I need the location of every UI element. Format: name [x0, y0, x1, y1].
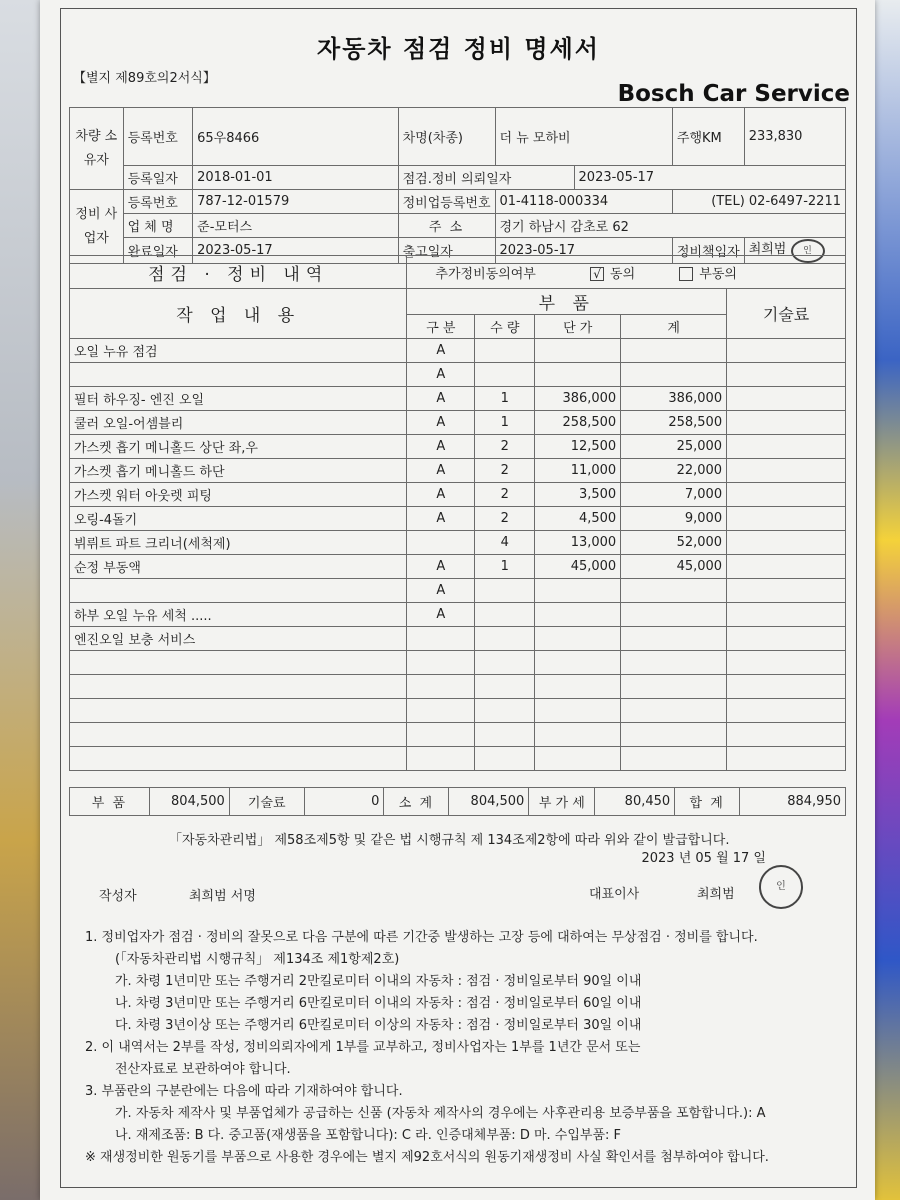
- table-row: [70, 435, 846, 459]
- work-cell: [70, 651, 407, 675]
- tech-cell: [727, 531, 846, 555]
- price-cell: [535, 339, 621, 363]
- total-cell: [621, 651, 727, 675]
- writer-label: 작성자: [99, 889, 137, 904]
- tech-cell: [727, 435, 846, 459]
- tech-header: 기술료: [727, 289, 846, 339]
- shop-section: 정비 사업자: [70, 190, 124, 264]
- price-cell: 386,000: [535, 387, 621, 411]
- total-cell: [621, 723, 727, 747]
- work-cell: 가스켓 흡기 메니홀드 상단 좌,우: [70, 435, 407, 459]
- qty-cell: 1: [475, 387, 535, 411]
- total-cell: 7,000: [621, 483, 727, 507]
- table-row: [70, 387, 846, 411]
- price-cell: 3,500: [535, 483, 621, 507]
- writer-name: 최희범 서명: [189, 889, 256, 904]
- tech-cell: [727, 555, 846, 579]
- table-row: [70, 627, 846, 651]
- work-cell: 엔진오일 보충 서비스: [70, 627, 407, 651]
- grand-total-label: 합 계: [675, 788, 740, 816]
- tech-cell: [727, 747, 846, 771]
- work-cell: 가스켓 워터 아웃렛 피팅: [70, 483, 407, 507]
- tech-cell: [727, 483, 846, 507]
- notes-section: [85, 927, 845, 1169]
- type-cell: A: [407, 363, 475, 387]
- qty-cell: [475, 363, 535, 387]
- type-cell: [407, 531, 475, 555]
- mileage-label: 주행KM: [672, 108, 744, 166]
- total-cell: [621, 363, 727, 387]
- mileage: 233,830: [744, 108, 845, 166]
- total-cell: [621, 675, 727, 699]
- table-row: [70, 411, 846, 435]
- consent-label: 추가정비동의여부: [435, 266, 536, 282]
- qty-cell: [475, 675, 535, 699]
- agree-label: 동의: [610, 266, 636, 282]
- details-table: [69, 255, 846, 771]
- owner-reg-date-label: 등록일자: [123, 166, 193, 190]
- total-cell: [621, 699, 727, 723]
- vat: 80,450: [595, 788, 675, 816]
- price-cell: [535, 723, 621, 747]
- table-row: [70, 699, 846, 723]
- work-cell: 순정 부동액: [70, 555, 407, 579]
- table-row: [70, 363, 846, 387]
- work-cell: [70, 699, 407, 723]
- manager-name: 최희범: [748, 242, 787, 257]
- release-date-label: 출고일자: [398, 238, 495, 264]
- qty-cell: [475, 339, 535, 363]
- table-row: [70, 651, 846, 675]
- parts-total: 804,500: [149, 788, 229, 816]
- price-cell: [535, 699, 621, 723]
- model-label: 차명(차종): [398, 108, 495, 166]
- done-date: 2023-05-17: [193, 238, 398, 264]
- col-total: 계: [621, 315, 727, 339]
- tech-cell: [727, 459, 846, 483]
- note-line: ※ 재생정비한 원동기를 부품으로 사용한 경우에는 별지 제92호서식의 원동기재생정비 사실 확인서를 첨부하여야 합니다.: [85, 1150, 769, 1165]
- table-row: [70, 507, 846, 531]
- type-cell: [407, 627, 475, 651]
- table-row: [70, 339, 846, 363]
- type-cell: A: [407, 579, 475, 603]
- model: 더 뉴 모하비: [495, 108, 672, 166]
- price-cell: [535, 627, 621, 651]
- qty-cell: 2: [475, 483, 535, 507]
- cert-law-text: 「자동차관리법」 제58조제5항 및 같은 법 시행규칙 제 134조제2항에 따라 위와 같이 발급합니다.: [169, 833, 730, 848]
- type-cell: A: [407, 555, 475, 579]
- col-type: 구 분: [407, 315, 475, 339]
- details-section-title: 점검 · 정비 내역: [70, 256, 407, 289]
- owner-section: 차량 소유자: [70, 108, 124, 190]
- work-cell: [70, 747, 407, 771]
- table-row: [70, 723, 846, 747]
- tech-cell: [727, 339, 846, 363]
- type-cell: A: [407, 603, 475, 627]
- price-cell: [535, 747, 621, 771]
- qty-cell: [475, 747, 535, 771]
- price-cell: 45,000: [535, 555, 621, 579]
- grand-total: 884,950: [740, 788, 846, 816]
- ceo-label: 대표이사: [589, 887, 640, 902]
- table-row: [70, 483, 846, 507]
- shop-name: 준-모터스: [193, 214, 398, 238]
- tech-cell: [727, 387, 846, 411]
- subtotal: 804,500: [449, 788, 529, 816]
- total-cell: [621, 747, 727, 771]
- qty-cell: [475, 699, 535, 723]
- work-cell: 뷔뤼트 파트 크리너(세척제): [70, 531, 407, 555]
- type-cell: [407, 747, 475, 771]
- work-cell: 가스켓 흡기 메니홀드 하단: [70, 459, 407, 483]
- shop-tel: (TEL) 02-6497-2211: [672, 190, 845, 214]
- note-line: 가. 자동차 제작사 및 부품업체가 공급하는 신품 (자동차 제작사의 경우에는 사후관리용 보증부품을 포함합니다.): A: [115, 1106, 766, 1121]
- qty-cell: 2: [475, 435, 535, 459]
- note-line: 전산자료로 보관하여야 합니다.: [115, 1062, 291, 1077]
- work-cell: [70, 723, 407, 747]
- work-cell: 쿨러 오일-어셈블리: [70, 411, 407, 435]
- type-cell: A: [407, 387, 475, 411]
- tech-cell: [727, 651, 846, 675]
- certification: [69, 817, 846, 927]
- total-cell: 52,000: [621, 531, 727, 555]
- disagree-label: 부동의: [699, 266, 737, 282]
- ceo-stamp: 인: [759, 865, 803, 909]
- table-row: [70, 555, 846, 579]
- type-cell: A: [407, 411, 475, 435]
- tech-cell: [727, 363, 846, 387]
- type-cell: A: [407, 435, 475, 459]
- note-line: (「자동차관리법 시행규칙」 제134조 제1항제2호): [115, 952, 400, 967]
- ceo-name: 최희범: [697, 887, 735, 902]
- done-date-label: 완료일자: [123, 238, 193, 264]
- work-cell: 오링-4돌기: [70, 507, 407, 531]
- shop-name-label: 업 체 명: [123, 214, 193, 238]
- tech-cell: [727, 627, 846, 651]
- work-cell: [70, 675, 407, 699]
- type-cell: A: [407, 459, 475, 483]
- manager-label: 정비책임자: [672, 238, 744, 264]
- table-row: [70, 747, 846, 771]
- table-row: [70, 531, 846, 555]
- price-cell: [535, 603, 621, 627]
- type-cell: [407, 723, 475, 747]
- work-cell: [70, 363, 407, 387]
- vat-label: 부 가 세: [529, 788, 595, 816]
- total-cell: [621, 339, 727, 363]
- type-cell: A: [407, 339, 475, 363]
- price-cell: 4,500: [535, 507, 621, 531]
- price-cell: 12,500: [535, 435, 621, 459]
- total-cell: [621, 579, 727, 603]
- request-date: 2023-05-17: [574, 166, 845, 190]
- price-cell: 258,500: [535, 411, 621, 435]
- qty-cell: 1: [475, 411, 535, 435]
- total-cell: 22,000: [621, 459, 727, 483]
- tech-cell: [727, 507, 846, 531]
- type-cell: [407, 675, 475, 699]
- parts-header: 부 품: [407, 289, 727, 315]
- price-cell: 11,000: [535, 459, 621, 483]
- note-line: 3. 부품란의 구분란에는 다음에 따라 기재하여야 합니다.: [85, 1084, 403, 1099]
- type-cell: A: [407, 507, 475, 531]
- qty-cell: 2: [475, 507, 535, 531]
- qty-cell: [475, 603, 535, 627]
- work-cell: 오일 누유 점검: [70, 339, 407, 363]
- note-line: 나. 재제조품: B 다. 중고품(재생품을 포함합니다): C 라. 인증대체부품: D 마. 수입부품: F: [115, 1128, 622, 1143]
- document-title: 자동차 점검 정비 명세서: [317, 35, 600, 63]
- note-line: 다. 차령 3년이상 또는 주행거리 6만킬로미터 이상의 자동차 : 점검 · 정비일로부터 30일 이내: [115, 1018, 642, 1033]
- tech-cell: [727, 411, 846, 435]
- address-label: 주 소: [398, 214, 495, 238]
- request-date-label: 점검.정비 의뢰일자: [398, 166, 574, 190]
- work-cell: [70, 579, 407, 603]
- biz-no-label: 정비업등록번호: [398, 190, 495, 214]
- tech-cell: [727, 579, 846, 603]
- shop-reg-no: 787-12-01579: [193, 190, 398, 214]
- total-cell: 9,000: [621, 507, 727, 531]
- total-cell: 45,000: [621, 555, 727, 579]
- cert-date: 2023 년 05 월 17 일: [641, 851, 766, 866]
- type-cell: [407, 651, 475, 675]
- qty-cell: [475, 579, 535, 603]
- price-cell: [535, 651, 621, 675]
- price-cell: [535, 363, 621, 387]
- table-row: [70, 459, 846, 483]
- address: 경기 하남시 감초로 62: [495, 214, 846, 238]
- parts-total-label: 부 품: [70, 788, 150, 816]
- tech-cell: [727, 699, 846, 723]
- biz-no: 01-4118-000334: [495, 190, 672, 214]
- price-cell: [535, 579, 621, 603]
- qty-cell: [475, 627, 535, 651]
- form-number: 【별지 제89호의2서식】: [73, 71, 216, 86]
- owner-reg-date: 2018-01-01: [193, 166, 398, 190]
- owner-reg-no: 65우8466: [193, 108, 398, 166]
- tech-total-label: 기술료: [229, 788, 304, 816]
- totals-table: [69, 787, 846, 816]
- agree-checkbox[interactable]: √: [590, 267, 604, 281]
- tech-cell: [727, 675, 846, 699]
- note-line: 1. 정비업자가 점검 · 정비의 잘못으로 다음 구분에 따른 기간중 발생하는 고장 등에 대하여는 무상점검 · 정비를 합니다.: [85, 930, 758, 945]
- table-row: [70, 603, 846, 627]
- manager-stamp: 인: [791, 239, 825, 263]
- table-row: [70, 579, 846, 603]
- brand-name: Bosch Car Service: [617, 81, 850, 107]
- qty-cell: [475, 723, 535, 747]
- owner-reg-no-label: 등록번호: [123, 108, 193, 166]
- total-cell: 258,500: [621, 411, 727, 435]
- col-price: 단 가: [535, 315, 621, 339]
- shop-reg-no-label: 등록번호: [123, 190, 193, 214]
- note-line: 2. 이 내역서는 2부를 작성, 정비의뢰자에게 1부를 교부하고, 정비사업자는 1부를 1년간 문서 또는: [85, 1040, 641, 1055]
- tech-cell: [727, 723, 846, 747]
- work-cell: 필터 하우징- 엔진 오일: [70, 387, 407, 411]
- tech-cell: [727, 603, 846, 627]
- qty-cell: 2: [475, 459, 535, 483]
- work-cell: 하부 오일 누유 세척 .....: [70, 603, 407, 627]
- price-cell: 13,000: [535, 531, 621, 555]
- qty-cell: [475, 651, 535, 675]
- table-row: [70, 675, 846, 699]
- subtotal-label: 소 계: [384, 788, 449, 816]
- total-cell: [621, 627, 727, 651]
- disagree-checkbox[interactable]: [679, 267, 693, 281]
- release-date: 2023-05-17: [495, 238, 672, 264]
- note-line: 나. 차령 3년미만 또는 주행거리 6만킬로미터 이내의 자동차 : 점검 · 정비일로부터 60일 이내: [115, 996, 642, 1011]
- type-cell: A: [407, 483, 475, 507]
- consent-cell: [407, 256, 846, 289]
- total-cell: [621, 603, 727, 627]
- col-qty: 수 량: [475, 315, 535, 339]
- total-cell: 25,000: [621, 435, 727, 459]
- info-table: [69, 107, 846, 264]
- form-sheet: [60, 8, 857, 1188]
- qty-cell: 1: [475, 555, 535, 579]
- work-header: 작 업 내 용: [70, 289, 407, 339]
- total-cell: 386,000: [621, 387, 727, 411]
- tech-total: 0: [304, 788, 384, 816]
- document-paper: [40, 0, 875, 1200]
- type-cell: [407, 699, 475, 723]
- note-line: 가. 차령 1년미만 또는 주행거리 2만킬로미터 이내의 자동차 : 점검 · 정비일로부터 90일 이내: [115, 974, 642, 989]
- qty-cell: 4: [475, 531, 535, 555]
- price-cell: [535, 675, 621, 699]
